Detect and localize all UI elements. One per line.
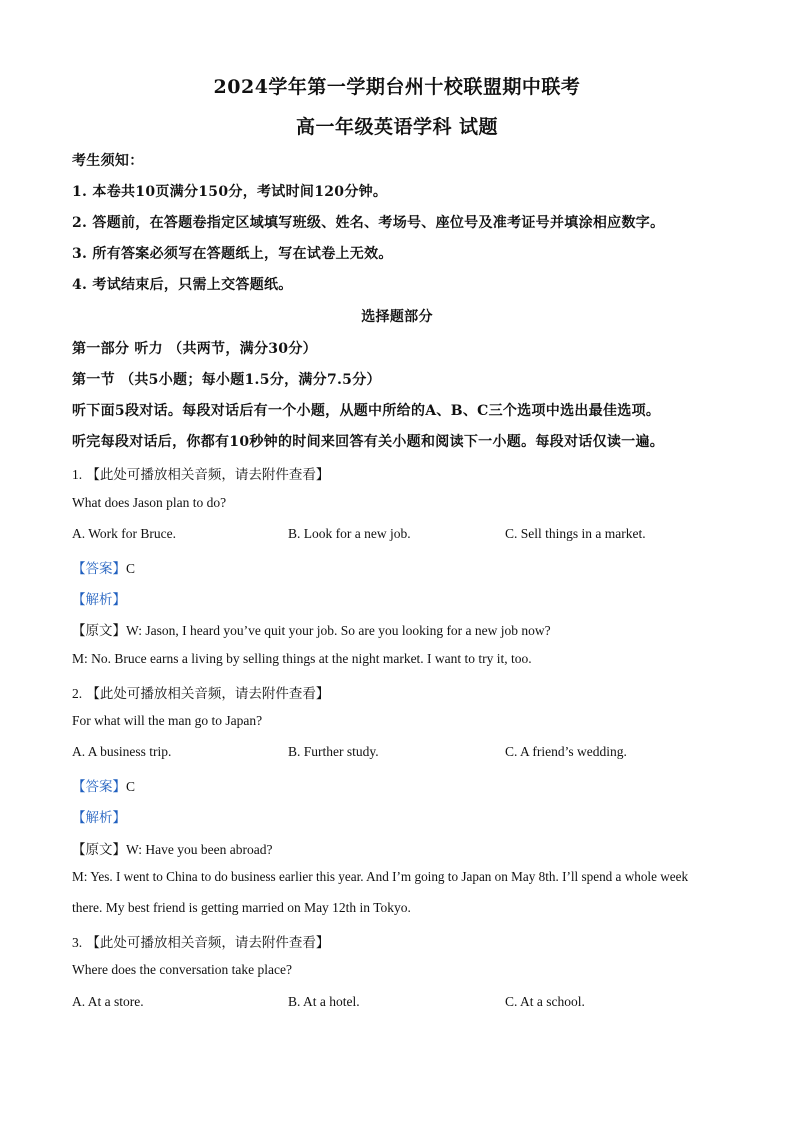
section-sub-heading: 第一节 （共5小题；每小题1.5分，满分7.5分） <box>72 372 381 388</box>
exam-title: 2024学年第一学期台州十校联盟期中联考 <box>213 76 581 98</box>
question-number: 1. <box>72 467 83 482</box>
answer-line <box>72 775 135 795</box>
option-c: C. A friend’s wedding. <box>505 744 627 759</box>
question-header <box>72 682 329 702</box>
answer-value: C <box>126 779 136 794</box>
answer-line <box>72 557 135 577</box>
exam-subtitle: 高一年级英语学科 试题 <box>295 116 499 138</box>
question-text: For what will the man go to Japan? <box>72 713 263 728</box>
instruction-line: 听完每段对话后，你都有10秒钟的时间来回答有关小题和阅读下一小题。每段对话仅读一遍。 <box>72 434 665 450</box>
transcript-text: there. My best friend is getting married on May 12th in Tokyo. <box>72 900 411 915</box>
option-b: B. Further study. <box>288 744 379 759</box>
notice-item: 1. 本卷共10页满分150分，考试时间120分钟。 <box>72 184 388 200</box>
source-tag: 【原文】 <box>72 842 126 858</box>
option-b: B. At a hotel. <box>288 994 360 1009</box>
instruction-line: 听下面5段对话。每段对话后有一个小题，从题中所给的A、B、C三个选项中选出最佳选项。 <box>72 403 661 419</box>
question-header <box>72 463 329 483</box>
section-heading: 选择题部分 <box>361 309 433 325</box>
question-text: What does Jason plan to do? <box>72 495 227 510</box>
question-number: 2. <box>72 686 83 701</box>
transcript-text: M: Yes. I went to China to do business earlier this year. And I’m going to Japan on May 8th. I’ll spend a whole week <box>72 869 689 884</box>
transcript-text: W: Have you been abroad? <box>126 842 273 857</box>
source-tag: 【原文】 <box>72 623 126 639</box>
transcript-line <box>72 838 272 858</box>
question-text: Where does the conversation take place? <box>72 962 293 977</box>
question-number: 3. <box>72 935 83 950</box>
audio-note: 【此处可播放相关音频，请去附件查看】 <box>86 935 330 951</box>
transcript-text: W: Jason, I heard you’ve quit your job. So are you looking for a new job now? <box>126 623 551 638</box>
option-c: C. At a school. <box>505 994 585 1009</box>
analysis-tag: 【解析】 <box>72 592 126 608</box>
audio-note: 【此处可播放相关音频，请去附件查看】 <box>86 686 330 702</box>
option-a: A. At a store. <box>72 994 144 1009</box>
transcript-line <box>72 619 551 639</box>
option-a: A. Work for Bruce. <box>72 526 177 541</box>
notice-item: 3. 所有答案必须写在答题纸上，写在试卷上无效。 <box>72 246 393 262</box>
option-c: C. Sell things in a market. <box>505 526 646 541</box>
part-heading: 第一部分 听力 （共两节，满分30分） <box>72 341 317 357</box>
notice-item: 4. 考试结束后，只需上交答题纸。 <box>72 277 293 293</box>
answer-tag: 【答案】 <box>72 561 126 577</box>
analysis-tag: 【解析】 <box>72 810 126 826</box>
transcript-text: M: No. Bruce earns a living by selling things at the night market. I want to try it, too. <box>72 651 532 666</box>
option-b: B. Look for a new job. <box>288 526 411 541</box>
notice-heading: 考生须知： <box>72 153 144 169</box>
option-a: A. A business trip. <box>72 744 172 759</box>
question-header <box>72 931 329 951</box>
analysis-line <box>72 806 126 826</box>
answer-value: C <box>126 561 136 576</box>
audio-note: 【此处可播放相关音频，请去附件查看】 <box>86 467 330 483</box>
analysis-line <box>72 588 126 608</box>
notice-item: 2. 答题前，在答题卷指定区域填写班级、姓名、考场号、座位号及准考证号并填涂相应数字。 <box>72 215 665 231</box>
answer-tag: 【答案】 <box>72 779 126 795</box>
